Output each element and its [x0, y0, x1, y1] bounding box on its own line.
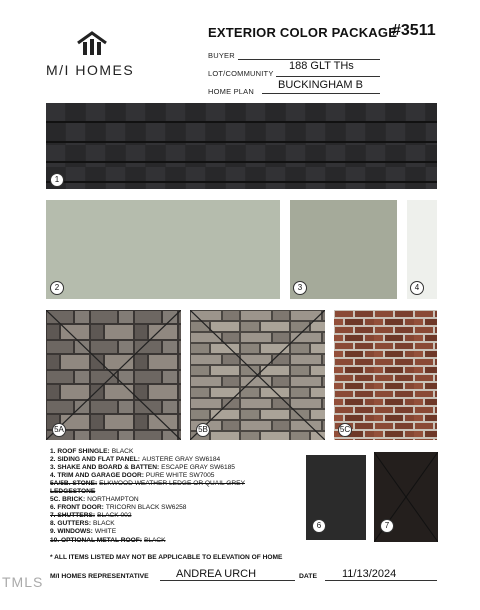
swatch-badge-2: 2	[50, 281, 64, 295]
swatch-badge-3: 3	[293, 281, 307, 295]
swatch-badge-1: 1	[50, 173, 64, 187]
date-value: 11/13/2024	[342, 568, 397, 580]
swatch-badge-5c: 5C	[338, 423, 352, 437]
legend-item-struck: 5A/5B. STONE: ELKWOOD WEATHER LEDGE OR QUAIL GREY	[50, 480, 245, 488]
house-logo-icon	[76, 31, 108, 55]
lot-value: 188 GLT THs	[289, 60, 354, 72]
watermark: TMLS	[2, 574, 44, 590]
swatch-badge-4: 4	[410, 281, 424, 295]
package-number: #3511	[392, 22, 436, 39]
brick-5c-swatch	[334, 310, 437, 440]
legend-item-struck: 7. SHUTTERS: BLACK 002	[50, 512, 132, 520]
plan-value: BUCKINGHAM B	[278, 79, 363, 91]
legend-item-struck: LEDGESTONE	[50, 488, 96, 496]
legend-item-struck: 10. OPTIONAL METAL ROOF: BLACK	[50, 536, 166, 544]
rep-signature-line	[160, 580, 295, 581]
legend-item: 6. FRONT DOOR: TRICORN BLACK SW6258	[50, 504, 187, 512]
legend-item: 2. SIDING AND FLAT PANEL: AUSTERE GRAY SW6184	[50, 456, 221, 464]
plan-label: HOME PLAN	[208, 87, 254, 96]
legend-item: 8. GUTTERS: BLACK	[50, 520, 115, 528]
plan-field-line	[262, 93, 380, 94]
stone-5b-swatch	[190, 310, 325, 440]
brand-name: M/I HOMES	[46, 62, 135, 78]
rep-name: ANDREA URCH	[176, 568, 257, 580]
swatch-badge-7: 7	[380, 519, 394, 533]
lot-label: LOT/COMMUNITY	[208, 69, 274, 78]
page-title: EXTERIOR COLOR PACKAGE	[208, 25, 398, 40]
legend-item: 1. ROOF SHINGLE: BLACK	[50, 448, 134, 455]
date-line	[325, 580, 437, 581]
rep-label: M/I HOMES REPRESENTATIVE	[50, 573, 149, 580]
color-legend	[50, 448, 310, 545]
swatch-badge-6: 6	[312, 519, 326, 533]
swatch-badge-5b: 5B	[196, 423, 210, 437]
date-label: DATE	[299, 573, 317, 580]
legend-item: 3. SHAKE AND BOARD & BATTEN: ESCAPE GRAY SW6185	[50, 464, 235, 472]
buyer-label: BUYER	[208, 51, 235, 60]
siding-swatch	[46, 200, 280, 299]
applicability-note: * ALL ITEMS LISTED MAY NOT BE APPLICABLE TO ELEVATION OF HOME	[50, 554, 283, 561]
swatch-badge-5a: 5A	[52, 423, 66, 437]
roof-shingle-swatch	[46, 103, 437, 189]
legend-item: 9. WINDOWS: WHITE	[50, 528, 117, 536]
legend-item: 4. TRIM AND GARAGE DOOR: PURE WHITE SW7005	[50, 472, 215, 480]
stone-5a-swatch	[46, 310, 181, 440]
legend-item: 5C. BRICK: NORTHAMPTON	[50, 496, 139, 504]
lot-field-line	[276, 76, 380, 77]
